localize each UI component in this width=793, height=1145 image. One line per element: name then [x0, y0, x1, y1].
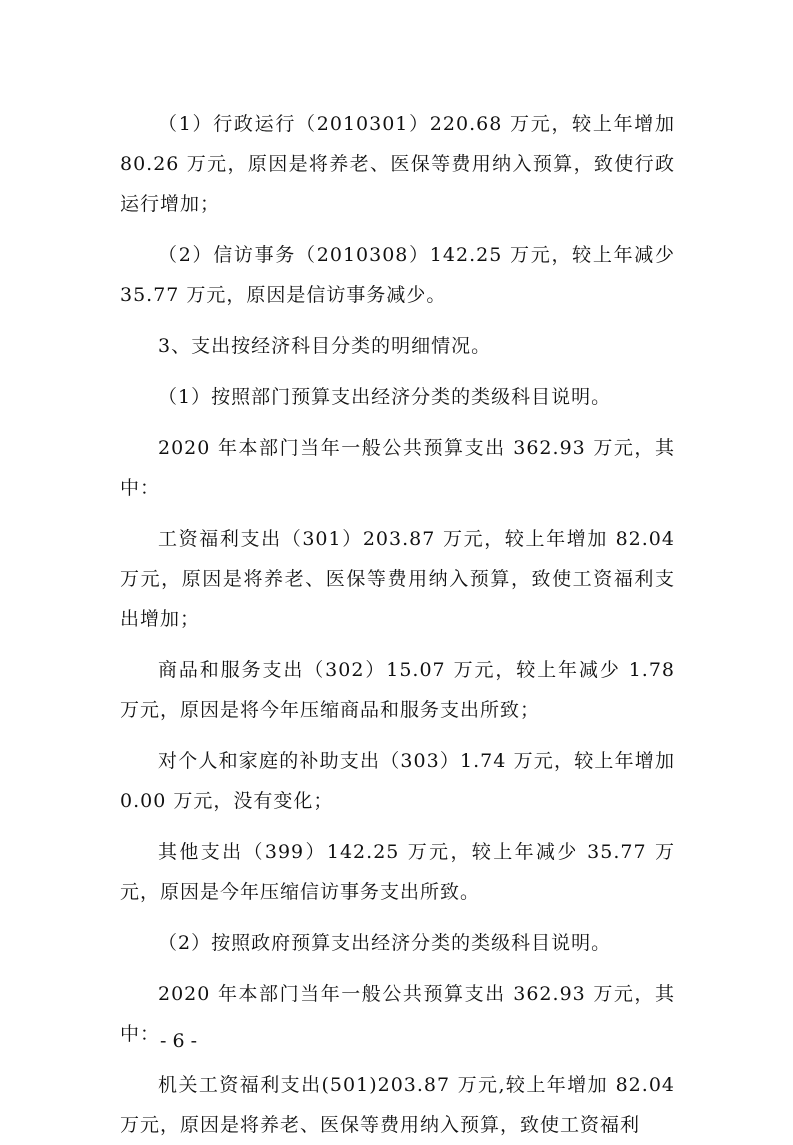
- paragraph-agency-wages-benefits: 机关工资福利支出(501)203.87 万元,较上年增加 82.04 万元，原因是将养老、医保等费用纳入预算，致使工资福利: [120, 1074, 675, 1136]
- paragraph-wages-benefits: 工资福利支出（301）203.87 万元，较上年增加 82.04 万元，原因是将养老、医保等费用纳入预算，致使工资福利支出增加；: [120, 528, 675, 630]
- document-body: [120, 104, 675, 1145]
- paragraph-administrative-operation: （1）行政运行（2010301）220.68 万元，较上年增加 80.26 万元，原因是将养老、医保等费用纳入预算，致使行政运行增加；: [120, 113, 675, 215]
- paragraph-total-expenditure-2: 2020 年本部门当年一般公共预算支出 362.93 万元，其中：: [120, 983, 675, 1045]
- paragraph-subheading-government-budget: （2）按照政府预算支出经济分类的类级科目说明。: [158, 932, 612, 954]
- paragraph-individual-family-subsidy: 对个人和家庭的补助支出（303）1.74 万元，较上年增加 0.00 万元，没有变化；: [120, 750, 675, 812]
- paragraph-total-expenditure-1: 2020 年本部门当年一般公共预算支出 362.93 万元，其中：: [120, 437, 675, 499]
- page-number: - 6 -: [160, 1030, 198, 1052]
- paragraph-subheading-department-budget: （1）按照部门预算支出经济分类的类级科目说明。: [158, 386, 612, 408]
- paragraph-section-heading-economic-classification: 3、支出按经济科目分类的明细情况。: [158, 335, 492, 357]
- paragraph-other-expenditure: 其他支出（399）142.25 万元，较上年减少 35.77 万元，原因是今年压缩信访事务支出所致。: [120, 841, 675, 903]
- paragraph-petition-affairs: （2）信访事务（2010308）142.25 万元，较上年减少 35.77 万元，原因是信访事务减少。: [120, 244, 675, 306]
- paragraph-goods-services: 商品和服务支出（302）15.07 万元，较上年减少 1.78 万元，原因是将今年压缩商品和服务支出所致；: [120, 659, 675, 721]
